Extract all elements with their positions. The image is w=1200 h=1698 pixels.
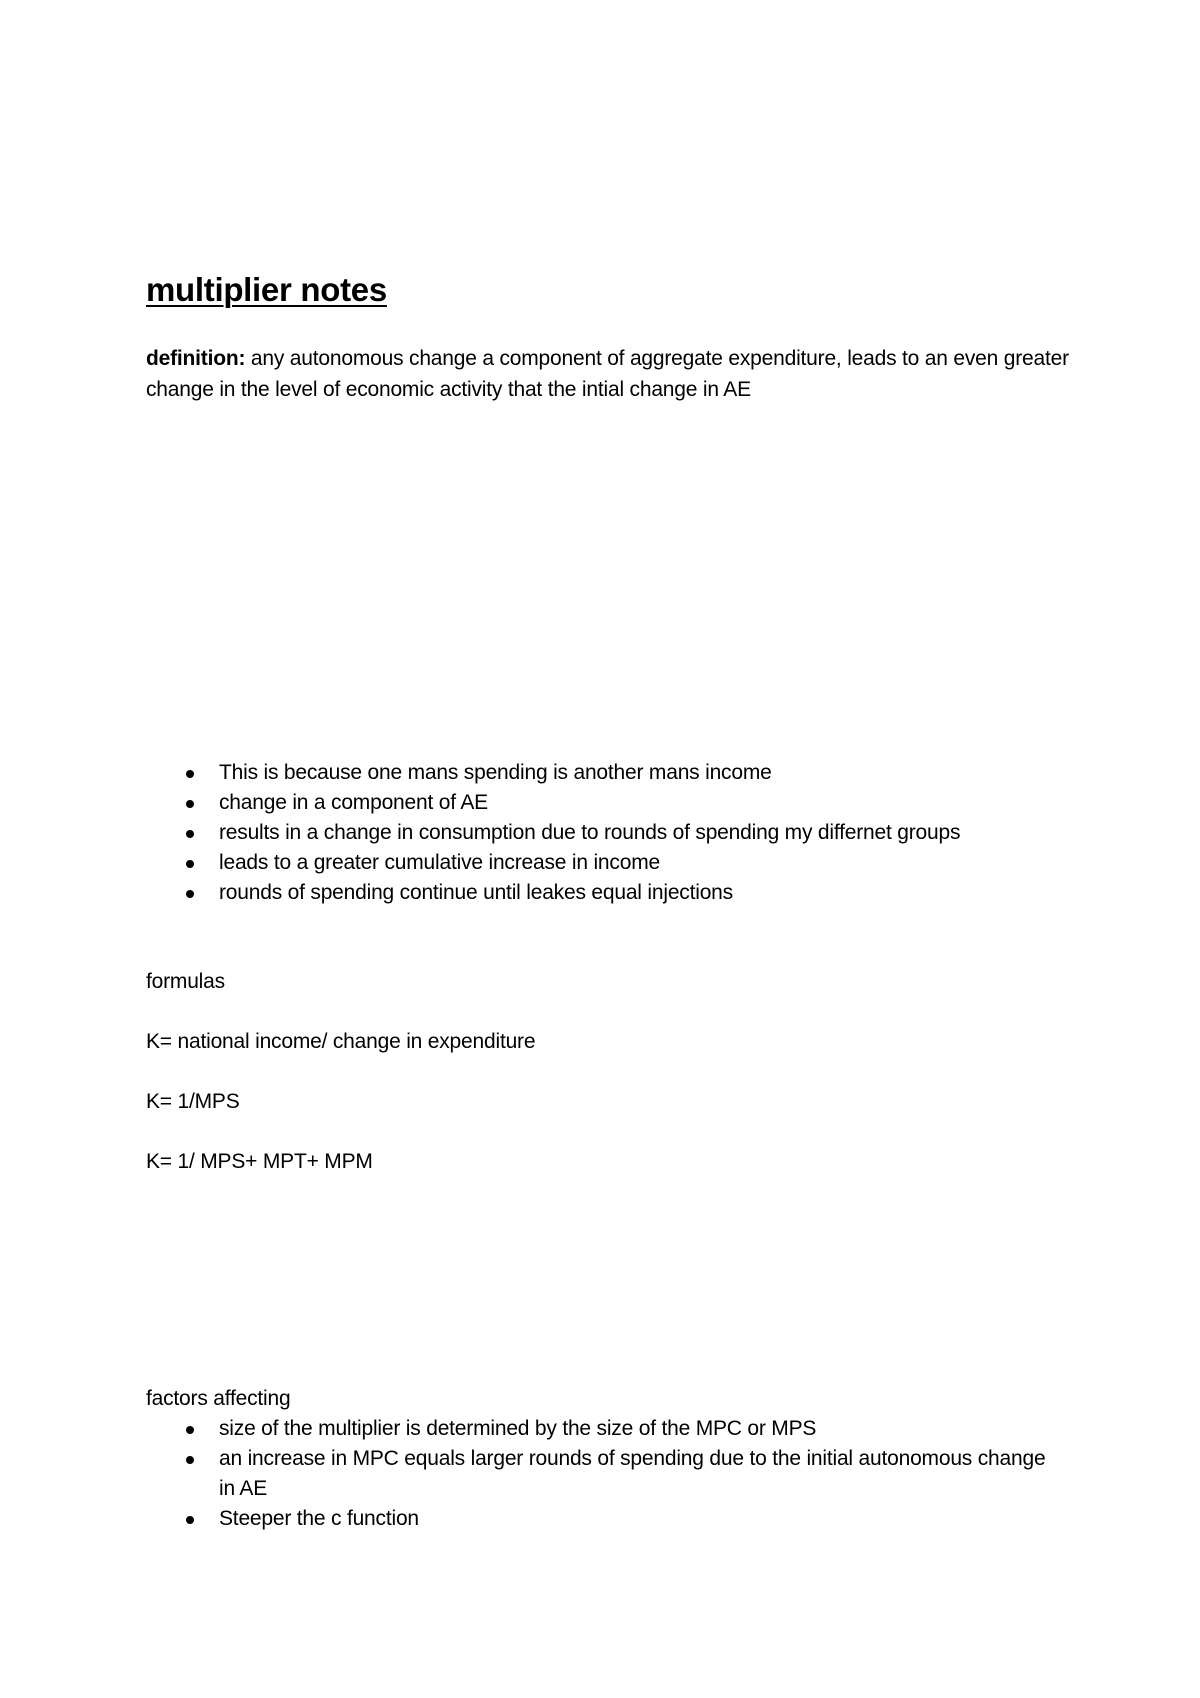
bullet-icon	[186, 800, 194, 808]
definition-label: definition:	[146, 347, 246, 370]
formula-line: K= 1/MPS	[146, 1090, 240, 1113]
bullet-icon	[186, 890, 194, 898]
list-item	[146, 1414, 1066, 1444]
explanation-bullet-list	[146, 758, 1126, 908]
list-item	[146, 758, 1126, 788]
list-item	[146, 1444, 1066, 1504]
definition-text: any autonomous change a component of aggregate expenditure, leads to an even greater change in the level of economic activity that the intial change in AE	[146, 347, 1069, 401]
list-item-text: This is because one mans spending is another mans income	[219, 761, 772, 784]
bullet-icon	[186, 860, 194, 868]
bullet-icon	[186, 1426, 194, 1434]
list-item-text: size of the multiplier is determined by the size of the MPC or MPS	[219, 1417, 817, 1440]
bullet-icon	[186, 770, 194, 778]
bullet-icon	[186, 1516, 194, 1524]
list-item	[146, 818, 1126, 848]
list-item	[146, 788, 1126, 818]
list-item-text: change in a component of AE	[219, 791, 488, 814]
formula-line: K= national income/ change in expenditure	[146, 1030, 536, 1053]
factors-heading: factors affecting	[146, 1387, 291, 1410]
bullet-icon	[186, 830, 194, 838]
list-item-text: Steeper the c function	[219, 1507, 419, 1530]
list-item	[146, 848, 1126, 878]
bullet-icon	[186, 1456, 194, 1464]
list-item-text: leads to a greater cumulative increase in income	[219, 851, 660, 874]
list-item	[146, 878, 1126, 908]
formulas-heading: formulas	[146, 970, 225, 993]
definition-paragraph	[146, 343, 1086, 405]
formula-line: K= 1/ MPS+ MPT+ MPM	[146, 1150, 373, 1173]
list-item-text: results in a change in consumption due to rounds of spending my differnet groups	[219, 821, 961, 844]
list-item	[146, 1504, 1066, 1534]
page-title: multiplier notes	[146, 271, 387, 308]
factors-bullet-list	[146, 1414, 1066, 1534]
list-item-text: rounds of spending continue until leakes equal injections	[219, 881, 733, 904]
list-item-text: an increase in MPC equals larger rounds of spending due to the initial autonomous change in AE	[219, 1447, 1046, 1500]
